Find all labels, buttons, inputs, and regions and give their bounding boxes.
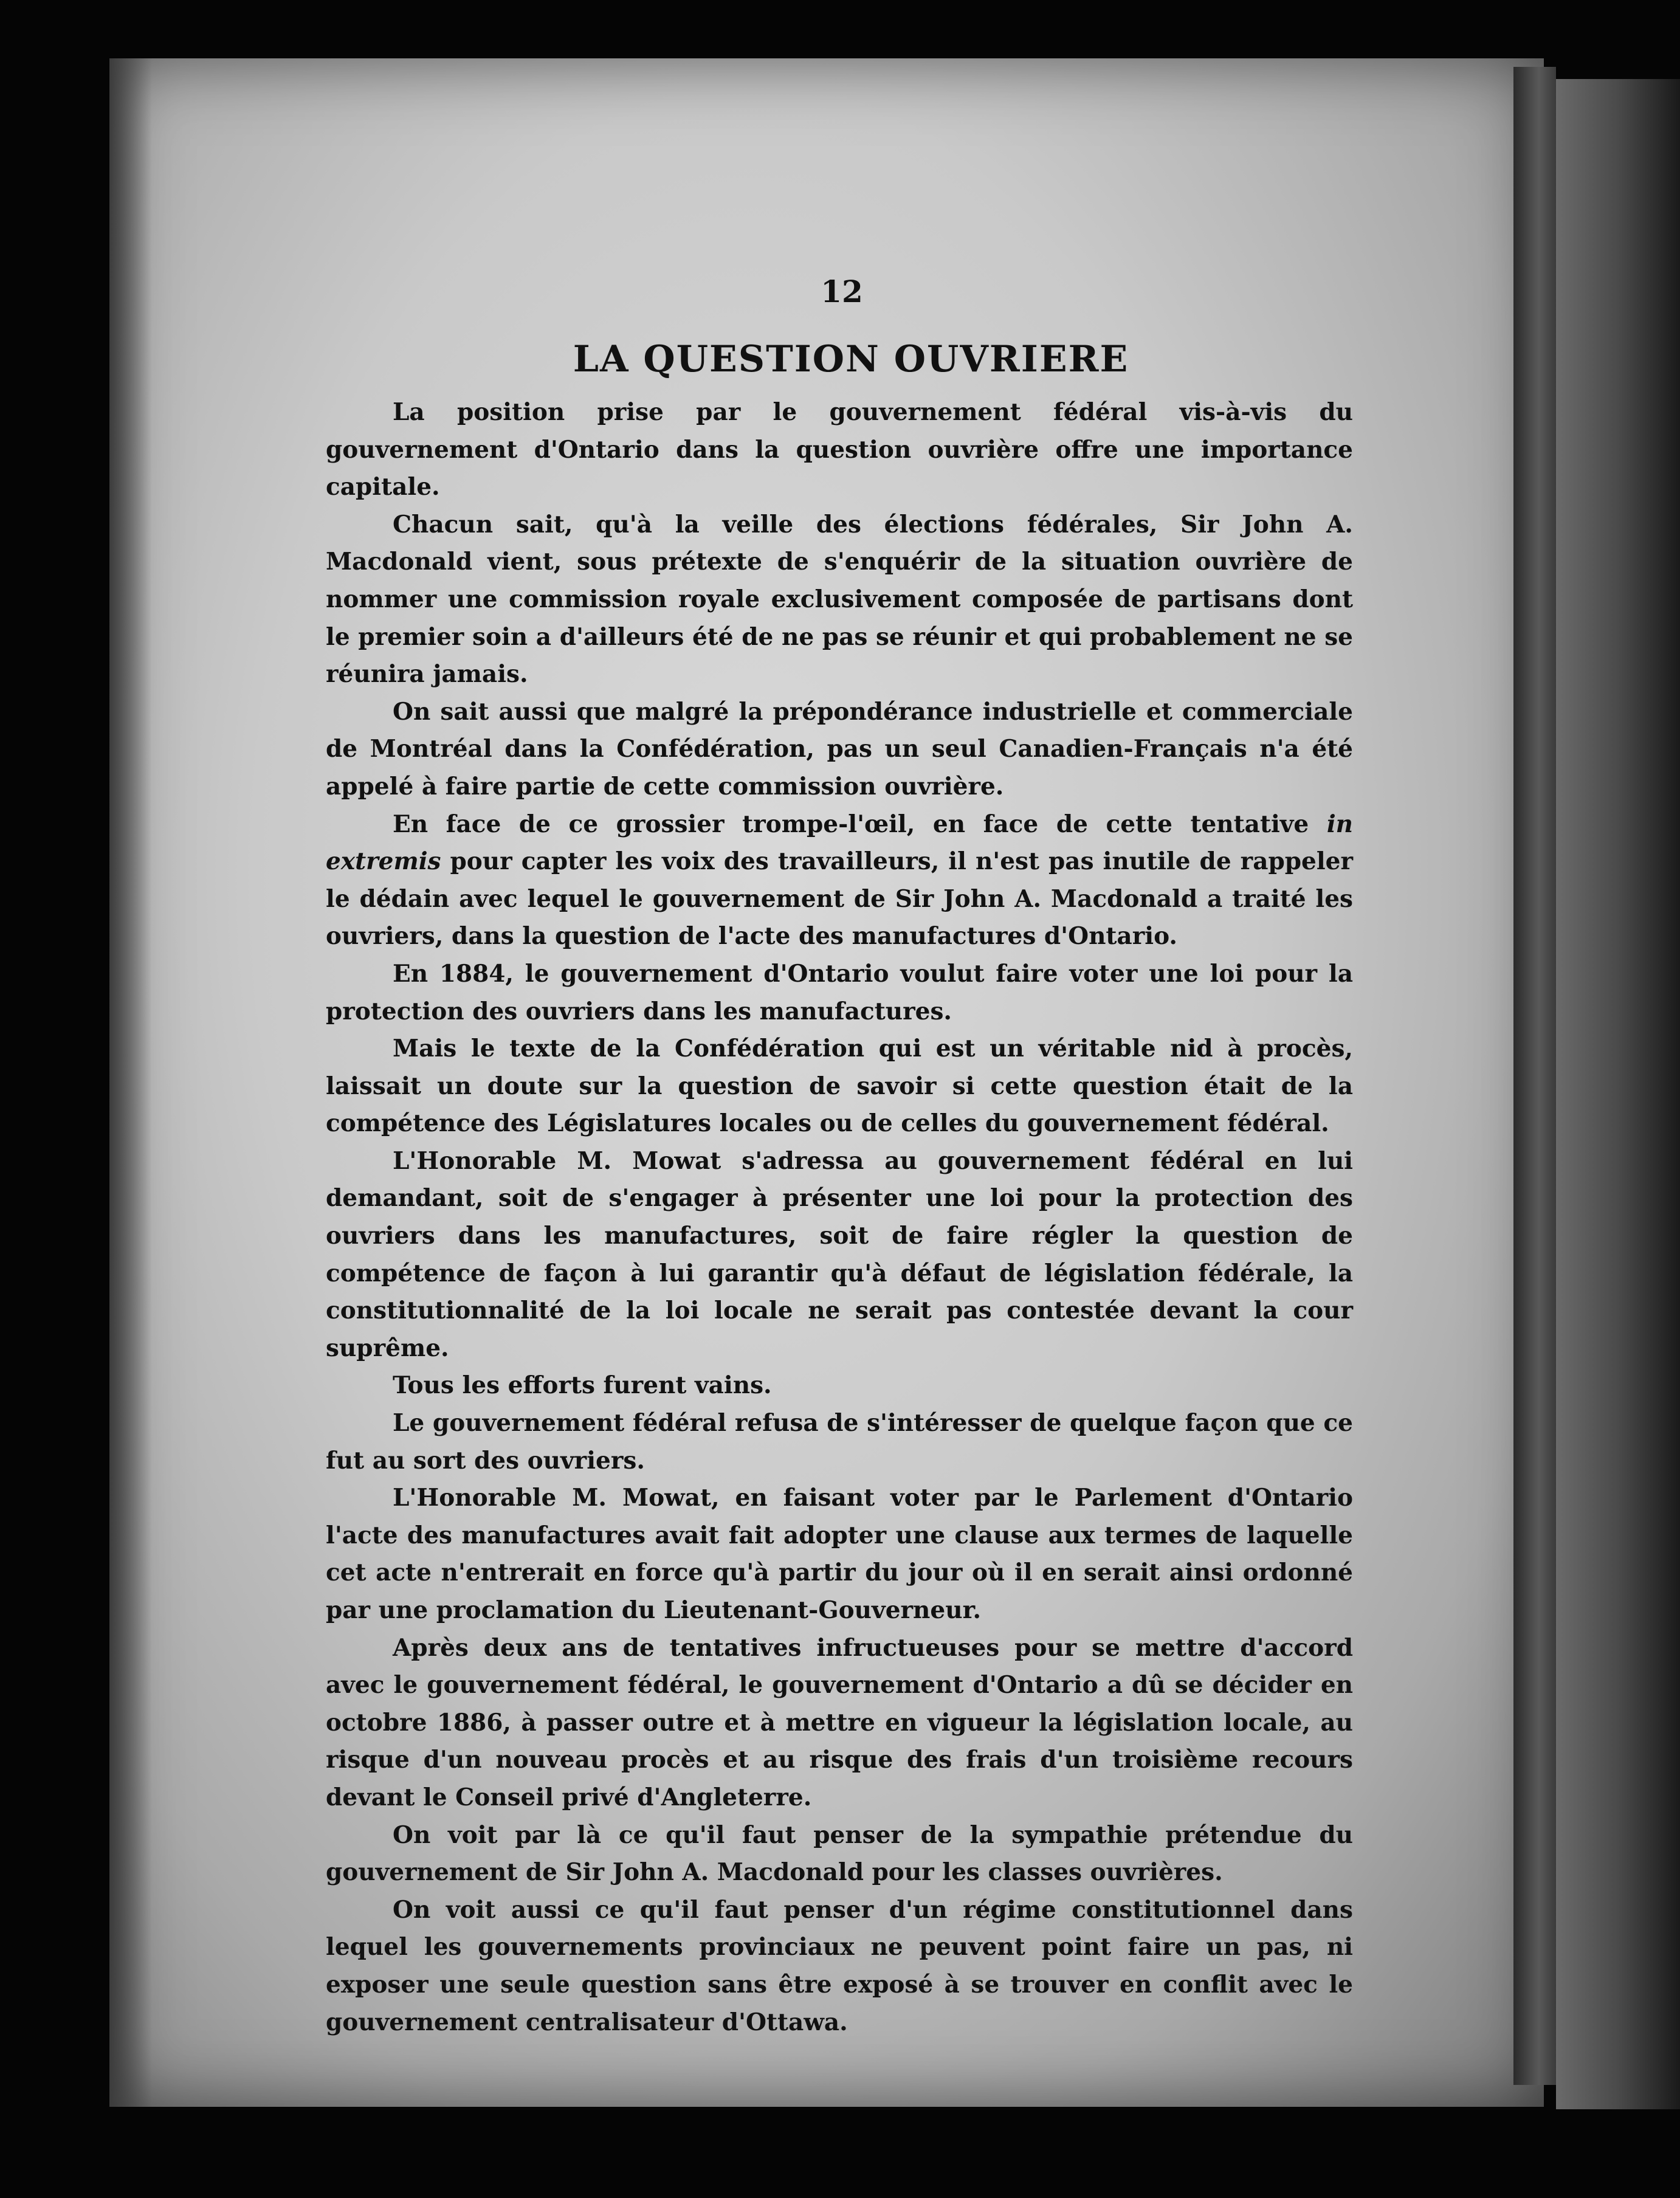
paragraph: L'Honorable M. Mowat, en faisant voter par le Parlement d'Ontario l'acte des manufactures avait fait adopter une clause aux termes de laquelle cet acte n'entrerait en force qu'à partir du jour où il en serait ainsi ordonné par une proclamation du Lieutenant-Gouverneur.	[326, 1484, 1353, 1624]
page-binding-strip	[1513, 67, 1556, 2085]
paragraph: Mais le texte de la Confédération qui est un véritable nid à procès, laissait un doute sur la question de savoir si cette question était de la compétence des Législatures locales ou de celles du gouvernement fédéral.	[326, 1035, 1353, 1138]
page-title: LA QUESTION OUVRIERE	[573, 338, 1129, 381]
paragraph: Chacun sait, qu'à la veille des élections fédérales, Sir John A. Macdonald vient, sous prétexte de s'enquérir de la situation ouvrière de nommer une commission royale exclusivement composée de partisans dont le premier soin a d'ailleurs été de ne pas se réunir et qui probablement ne se réunira jamais.	[326, 510, 1353, 689]
paragraph	[326, 806, 1353, 956]
paragraph: En 1884, le gouvernement d'Ontario voulut faire voter une loi pour la protection des ouvriers dans les manufactures.	[326, 959, 1353, 1025]
paragraph: La position prise par le gouvernement fédéral vis-à-vis du gouvernement d'Ontario dans la question ouvrière offre une importance capitale.	[326, 398, 1353, 501]
page-gutter-shadow	[109, 58, 152, 2107]
paragraph-italic: in extremis	[326, 810, 1354, 876]
document-body	[326, 394, 1353, 2041]
paragraph: L'Honorable M. Mowat s'adressa au gouvernement fédéral en lui demandant, soit de s'engager à présenter une loi pour la protection des ouvriers dans les manufactures, soit de faire régler la question de compétence de façon à lui garantir qu'à défaut de législation fédérale, la constitutionnalité de la loi locale ne serait pas contestée devant la cour suprême.	[326, 1146, 1353, 1362]
paragraph: On voit aussi ce qu'il faut penser d'un régime constitutionnel dans lequel les gouvernements provinciaux ne peuvent point faire un pas, ni exposer une seule question sans être exposé à se trouver en conflit avec le gouvernement centralisateur d'Ottawa.	[326, 1895, 1353, 2036]
paragraph: On sait aussi que malgré la prépondérance industrielle et commerciale de Montréal dans la Confédération, pas un seul Canadien-Français n'a été appelé à faire partie de cette commission ouvrière.	[326, 697, 1353, 801]
paragraph: Le gouvernement fédéral refusa de s'intéresser de quelque façon que ce fut au sort des ouvriers.	[326, 1409, 1353, 1475]
paragraph: Après deux ans de tentatives infructueuses pour se mettre d'accord avec le gouvernement fédéral, le gouvernement d'Ontario a dû se décider en octobre 1886, à passer outre et à mettre en vigueur la législation locale, au risque d'un nouveau procès et au risque des frais d'un troisième recours devant le Conseil privé d'Angleterre.	[326, 1633, 1353, 1811]
paragraph: Tous les efforts furent vains.	[393, 1371, 772, 1400]
page-number: 12	[821, 274, 863, 309]
adjacent-page-edge	[1556, 79, 1680, 2109]
paragraph-lead: En face de ce grossier trompe-l'œil, en face de cette tentative	[393, 810, 1309, 838]
paragraph-rest: pour capter les voix des travailleurs, il n'est pas inutile de rappeler le dédain avec lequel le gouvernement de Sir John A. Macdonald a traité les ouvriers, dans la question de l'acte des manufactures d'Ontario.	[326, 847, 1353, 951]
paragraph: On voit par là ce qu'il faut penser de la sympathie prétendue du gouvernement de Sir John A. Macdonald pour les classes ouvrières.	[326, 1821, 1353, 1887]
